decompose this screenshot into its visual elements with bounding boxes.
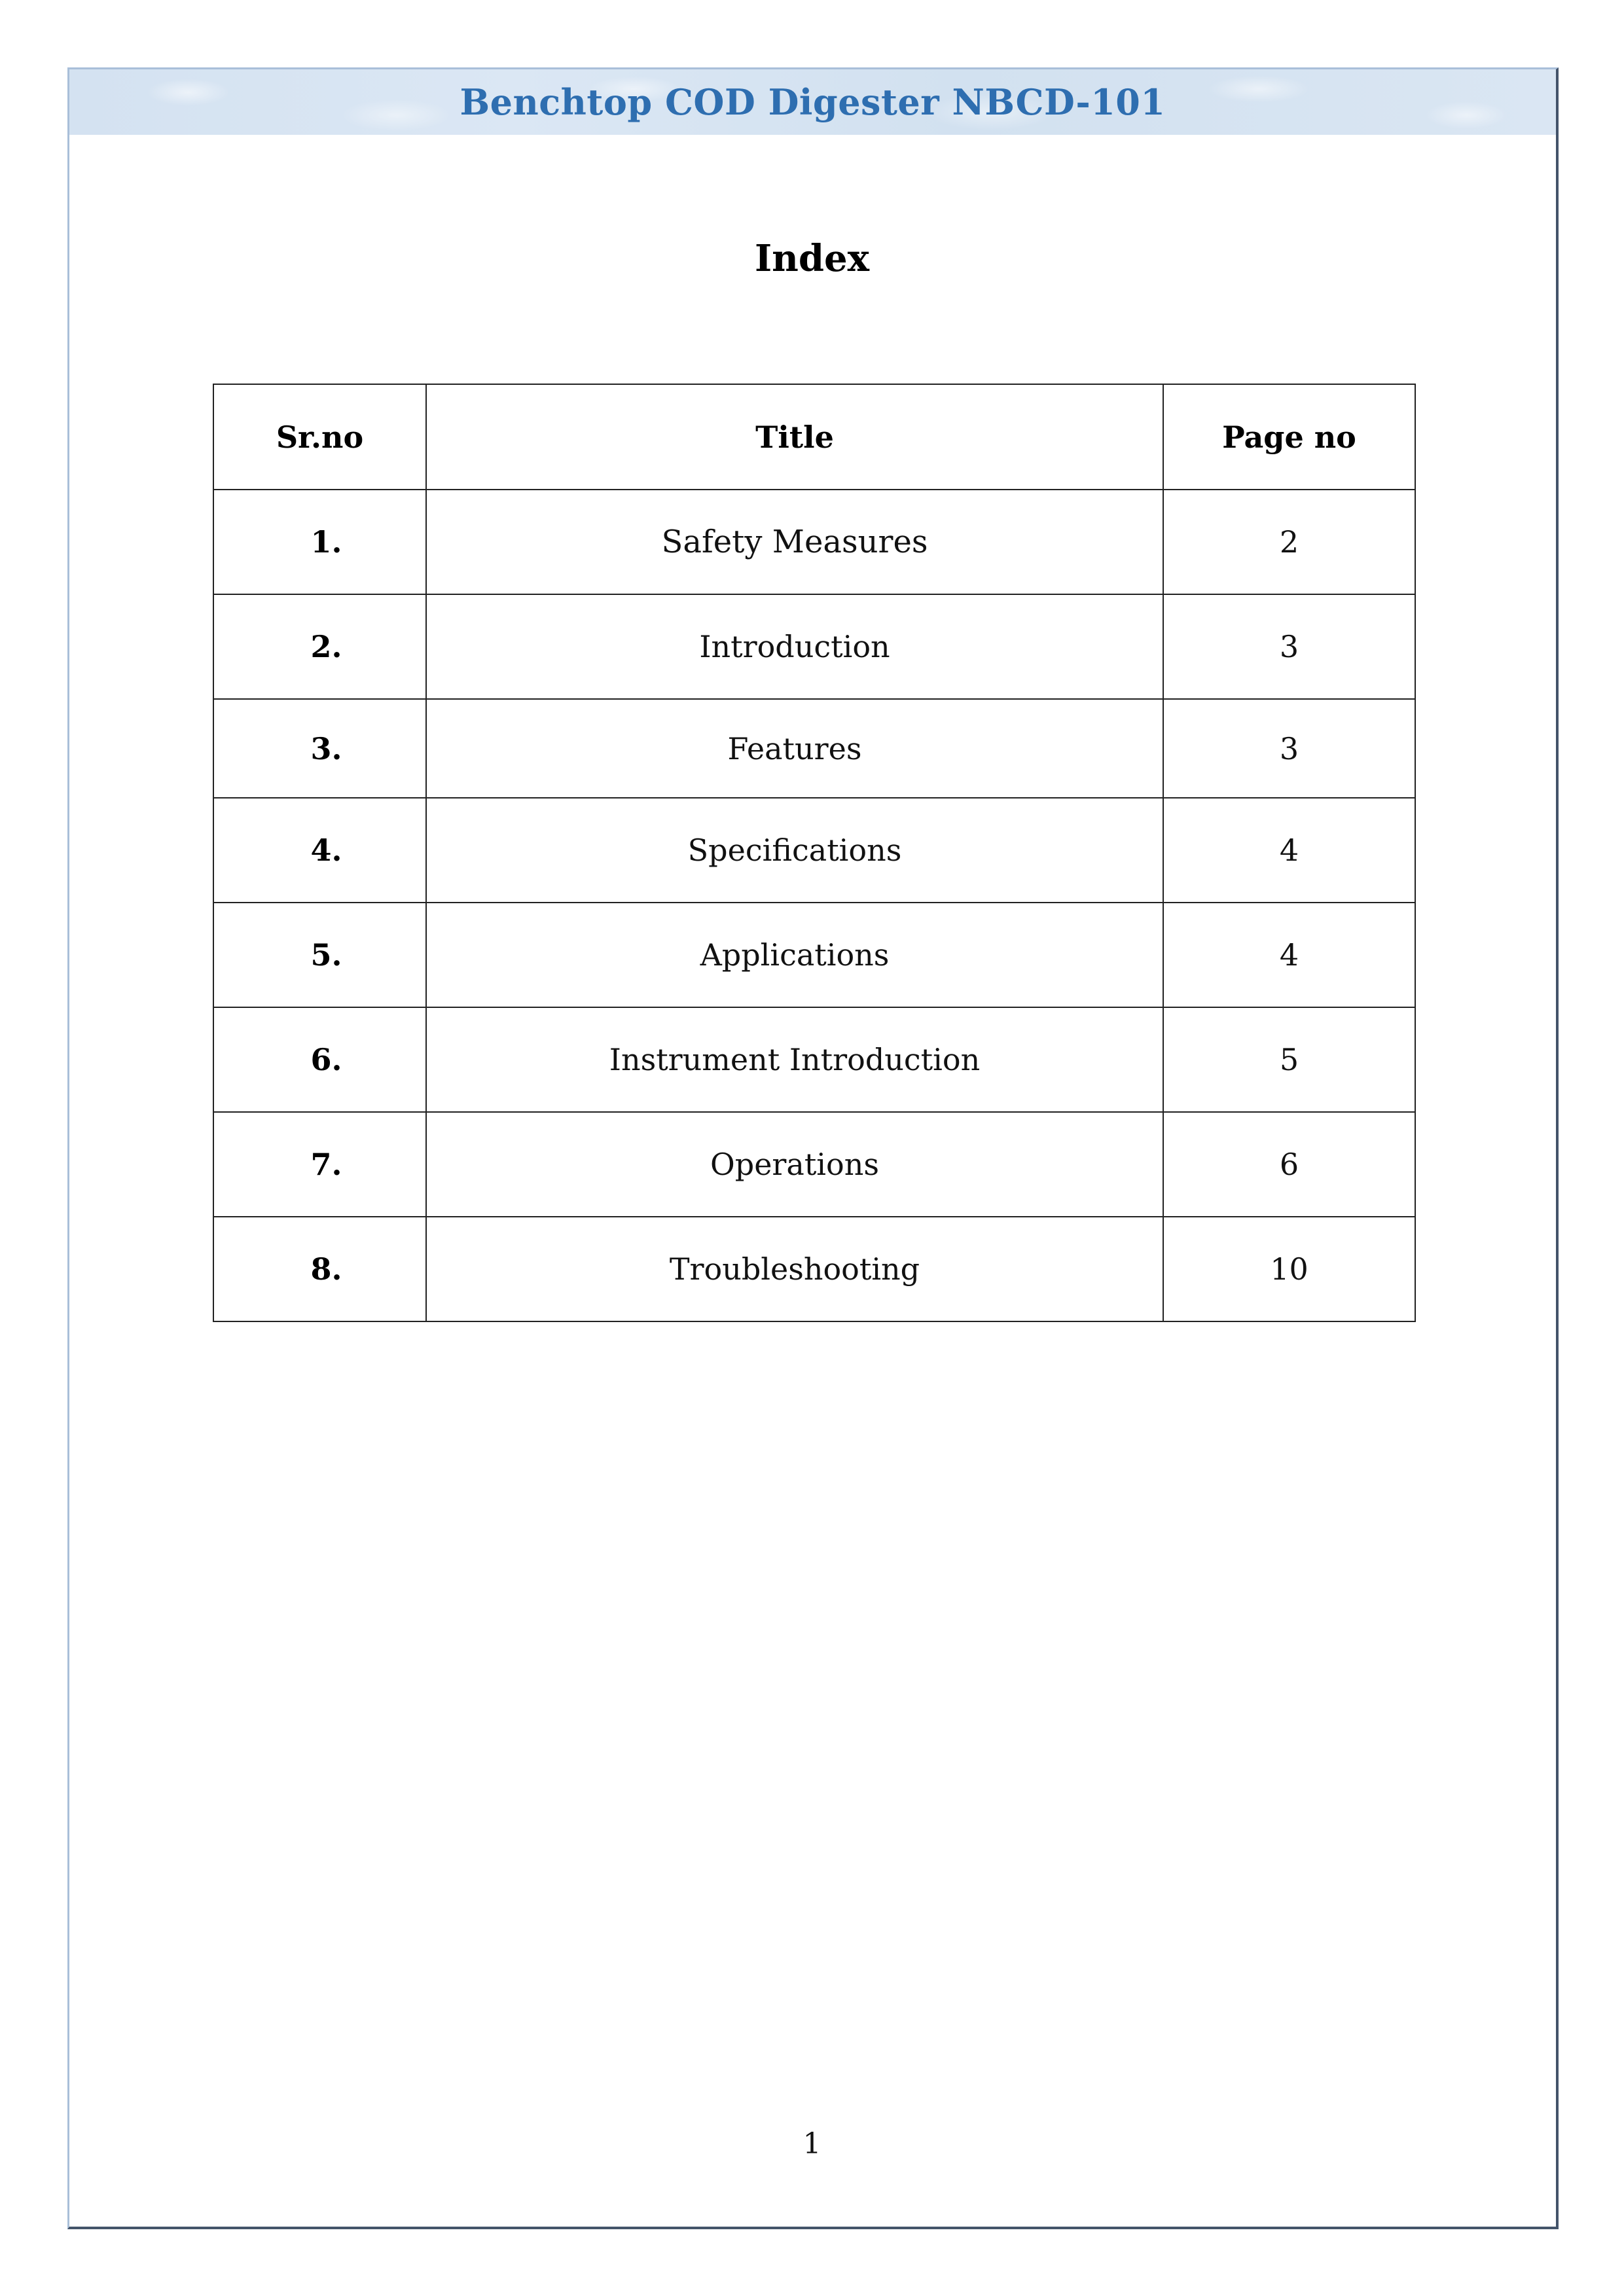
row-page: 4	[1163, 903, 1415, 1007]
row-title: Introduction	[426, 594, 1163, 699]
row-srno: 7.	[213, 1112, 426, 1217]
row-page: 10	[1163, 1217, 1415, 1321]
row-srno: 6.	[213, 1007, 426, 1112]
column-header-title: Title	[426, 384, 1163, 490]
row-srno: 4.	[213, 798, 426, 903]
row-page: 4	[1163, 798, 1415, 903]
row-srno: 1.	[213, 490, 426, 594]
row-title: Applications	[426, 903, 1163, 1007]
table-row	[213, 798, 1415, 903]
row-page: 6	[1163, 1112, 1415, 1217]
row-srno: 5.	[213, 903, 426, 1007]
table-row	[213, 699, 1415, 798]
column-header-page: Page no	[1163, 384, 1415, 490]
table-row	[213, 594, 1415, 699]
row-title: Troubleshooting	[426, 1217, 1163, 1321]
row-srno: 8.	[213, 1217, 426, 1321]
row-page: 3	[1163, 699, 1415, 798]
table-row	[213, 490, 1415, 594]
column-header-srno: Sr.no	[213, 384, 426, 490]
table-row	[213, 1217, 1415, 1321]
index-table	[213, 384, 1416, 1322]
row-srno: 3.	[213, 699, 426, 798]
row-title: Instrument Introduction	[426, 1007, 1163, 1112]
row-title: Operations	[426, 1112, 1163, 1217]
header-band	[69, 69, 1556, 135]
table-row	[213, 903, 1415, 1007]
row-page: 2	[1163, 490, 1415, 594]
table-row	[213, 1007, 1415, 1112]
document-header-title: Benchtop COD Digester NBCD-101	[460, 81, 1166, 123]
page-number: 1	[803, 2127, 821, 2161]
row-srno: 2.	[213, 594, 426, 699]
row-page: 5	[1163, 1007, 1415, 1112]
row-title: Safety Measures	[426, 490, 1163, 594]
index-heading: Index	[754, 237, 870, 280]
table-header-row	[213, 384, 1415, 490]
row-title: Specifications	[426, 798, 1163, 903]
row-title: Features	[426, 699, 1163, 798]
row-page: 3	[1163, 594, 1415, 699]
table-row	[213, 1112, 1415, 1217]
